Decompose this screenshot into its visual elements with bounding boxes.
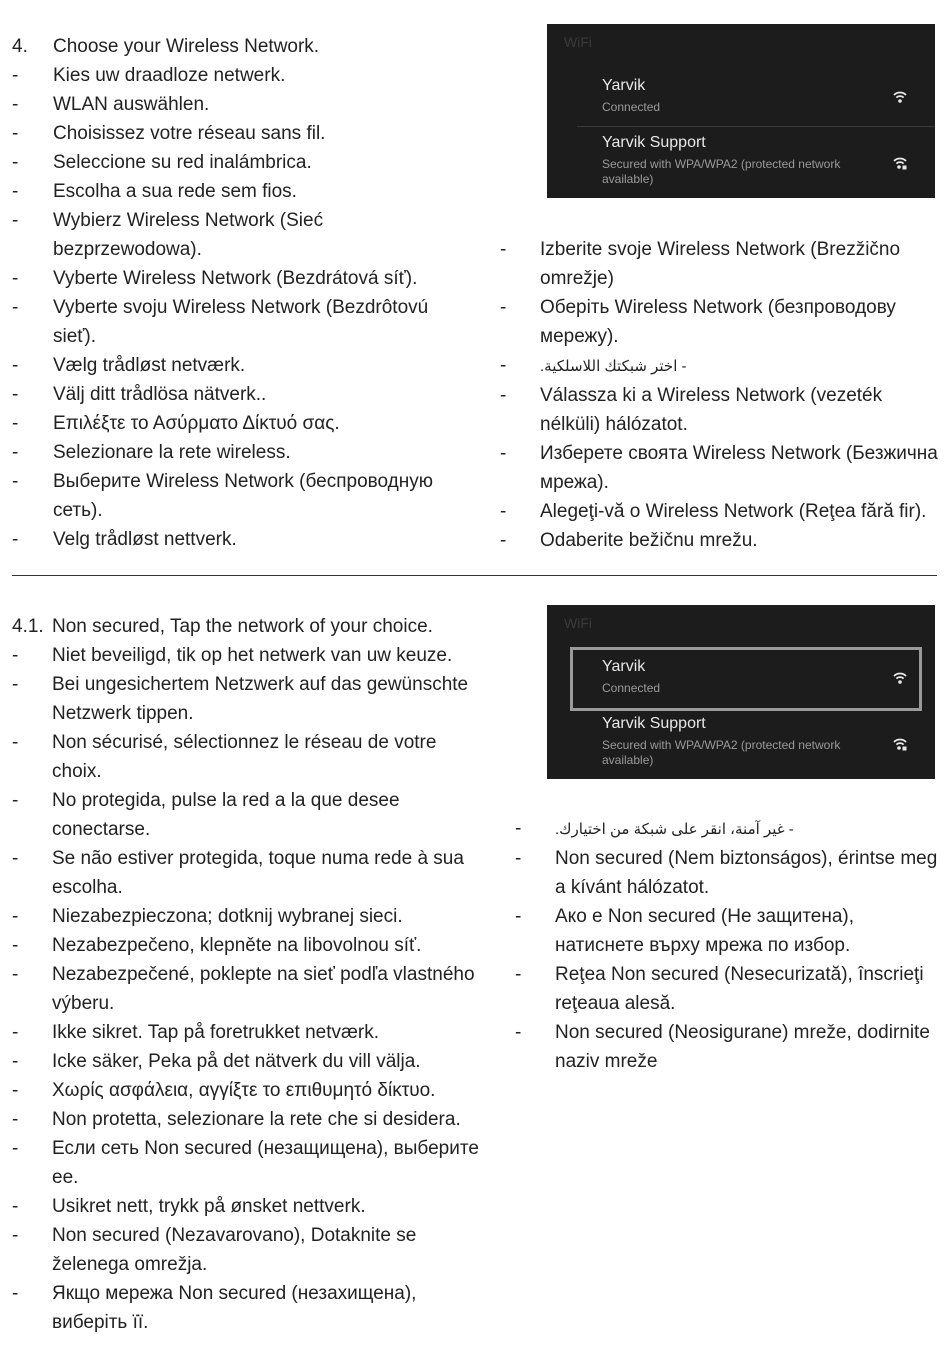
list-item <box>12 1221 482 1279</box>
item-text: Wybierz Wireless Network (Sieć bezprzewodowa). <box>53 210 324 260</box>
item-text: Non secured, Tap the network of your choice. <box>52 616 433 637</box>
list-item <box>12 148 472 177</box>
list-item <box>12 1134 482 1192</box>
list-item <box>12 438 472 467</box>
list-item <box>12 1018 482 1047</box>
item-text: Якщо мережа Non secured (незахищена), виберіть її. <box>52 1283 417 1333</box>
list-item <box>500 381 945 439</box>
item-text: Odaberite bežičnu mrežu. <box>540 530 758 551</box>
bullet-dash: - <box>12 645 19 666</box>
bullet-dash: - <box>12 674 19 695</box>
item-text: Ако е Non secured (Не защитена), натиснете върху мрежа по избор. <box>555 906 855 956</box>
item-text: Velg trådløst nettverk. <box>53 529 237 550</box>
network-name: Yarvik Support <box>602 134 706 151</box>
list-item <box>515 1018 940 1076</box>
bullet-dash: - <box>12 471 19 492</box>
bullet-dash: - <box>500 385 507 406</box>
item-text: Non secured (Neosigurane) mreže, dodirnite naziv mreže <box>555 1022 930 1072</box>
bullet-dash: - <box>12 181 19 202</box>
item-text-arabic: - اختر شبكتك اللاسلكية. <box>540 358 687 375</box>
item-text: Escolha a sua rede sem fios. <box>53 181 297 202</box>
list-item <box>12 90 472 119</box>
bullet-dash: - <box>515 818 522 839</box>
step-number: 4.1. <box>12 616 44 637</box>
bullet-dash: - <box>12 906 19 927</box>
step41-right-list <box>515 814 940 1076</box>
item-text: No protegida, pulse la red a la que desee conectarse. <box>52 790 400 840</box>
item-text: Icke säker, Peka på det nätverk du vill välja. <box>52 1051 421 1072</box>
list-item <box>515 960 940 1018</box>
wifi-screenshot-step4 <box>547 24 935 198</box>
item-text: Válassza ki a Wireless Network (vezeték nélküli) hálózatot. <box>540 385 883 435</box>
step4-right-list <box>500 235 945 555</box>
list-item <box>12 61 472 90</box>
network-status: Connected <box>602 100 661 114</box>
list-item <box>500 293 945 351</box>
item-text: Если сеть Non secured (незащищена), выберите ее. <box>52 1138 479 1188</box>
item-text: Izberite svoje Wireless Network (Brezžično omrežje) <box>540 239 901 289</box>
list-item <box>12 1105 482 1134</box>
list-item <box>12 525 472 554</box>
list-item <box>515 902 940 960</box>
item-text: Selezionare la rete wireless. <box>53 442 291 463</box>
wifi-signal-icon <box>893 671 907 685</box>
bullet-dash: - <box>500 355 507 376</box>
item-text: Se não estiver protegida, toque numa rede à sua escolha. <box>52 848 464 898</box>
list-item <box>12 931 482 960</box>
network-item-yarvik-support[interactable] <box>602 714 922 768</box>
list-item <box>12 177 472 206</box>
bullet-dash: - <box>12 1196 19 1217</box>
list-item <box>12 612 482 641</box>
bullet-dash: - <box>515 964 522 985</box>
item-text: Non secured (Nem biztonságos), érintse meg a kívánt hálózatot. <box>555 848 938 898</box>
bullet-dash: - <box>12 123 19 144</box>
bullet-dash: - <box>12 790 19 811</box>
item-text: Choisissez votre réseau sans fil. <box>53 123 326 144</box>
item-text: Kies uw draadloze netwerk. <box>53 65 286 86</box>
list-item <box>12 1192 482 1221</box>
list-item <box>500 439 945 497</box>
item-text: Выберите Wireless Network (беспроводную сеть). <box>53 471 433 521</box>
item-text: Επιλέξτε το Ασύρματο Δίκτυό σας. <box>53 413 340 434</box>
item-text: Non secured (Nezavarovano), Dotaknite se želenega omrežja. <box>52 1225 417 1275</box>
step41-left-list <box>12 612 482 1337</box>
list-item <box>12 32 472 61</box>
item-text: Alegeţi-vă o Wireless Network (Reţea fără fir). <box>540 501 927 522</box>
item-text: Nezabezpečeno, klepněte na libovolnou síť. <box>52 935 422 956</box>
item-text: Оберіть Wireless Network (безпроводову мережу). <box>540 297 896 347</box>
bullet-dash: - <box>12 355 19 376</box>
item-text: Vælg trådløst netværk. <box>53 355 246 376</box>
item-text: Vyberte svoju Wireless Network (Bezdrôtovú sieť). <box>53 297 429 347</box>
item-text: Niet beveiligd, tik op het netwerk van uw keuze. <box>52 645 453 666</box>
list-item <box>12 844 482 902</box>
wifi-screenshot-step41 <box>547 605 935 779</box>
wifi-title: WiFi <box>564 34 592 50</box>
bullet-dash: - <box>500 239 507 260</box>
list-item <box>12 1279 482 1337</box>
step-number: 4. <box>12 36 28 57</box>
list-item <box>12 670 482 728</box>
item-text: Χωρίς ασφάλεια, αγγίξτε το επιθυμητό δίκτυο. <box>52 1080 436 1101</box>
list-item <box>12 206 472 264</box>
item-text: WLAN auswählen. <box>53 94 210 115</box>
item-text: Non protetta, selezionare la rete che si desidera. <box>52 1109 461 1130</box>
bullet-dash: - <box>12 442 19 463</box>
item-text-arabic: - غير آمنة، انقر على شبكة من اختيارك. <box>555 821 794 838</box>
list-item <box>12 119 472 148</box>
list-item <box>12 786 482 844</box>
list-item <box>12 1047 482 1076</box>
item-text: Bei ungesichertem Netzwerk auf das gewünschte Netzwerk tippen. <box>52 674 469 724</box>
network-status: Connected <box>602 681 661 695</box>
item-text: Nezabezpečené, poklepte na sieť podľa vlastného výberu. <box>52 964 475 1014</box>
list-item <box>12 351 472 380</box>
item-text: Seleccione su red inalámbrica. <box>53 152 312 173</box>
network-item-yarvik[interactable] <box>602 76 922 115</box>
list-item <box>12 960 482 1018</box>
bullet-dash: - <box>12 848 19 869</box>
item-text: Reţea Non secured (Nesecurizată), înscrieţi reţeaua alesă. <box>555 964 924 1014</box>
list-item <box>12 1076 482 1105</box>
bullet-dash: - <box>12 935 19 956</box>
item-text: Vyberte Wireless Network (Bezdrátová síť). <box>53 268 418 289</box>
bullet-dash: - <box>12 94 19 115</box>
bullet-dash: - <box>12 1022 19 1043</box>
bullet-dash: - <box>12 1138 19 1159</box>
list-item <box>12 380 472 409</box>
network-item-yarvik-support[interactable] <box>602 133 922 187</box>
bullet-dash: - <box>12 210 19 231</box>
list-item <box>12 264 472 293</box>
list-item <box>515 814 940 844</box>
bullet-dash: - <box>500 297 507 318</box>
bullet-dash: - <box>12 1109 19 1130</box>
bullet-dash: - <box>12 384 19 405</box>
item-text: Ikke sikret. Tap på foretrukket netværk. <box>52 1022 380 1043</box>
bullet-dash: - <box>500 443 507 464</box>
item-text: Niezabezpieczona; dotknij wybranej sieci. <box>52 906 403 927</box>
list-item <box>500 235 945 293</box>
list-item <box>500 526 945 555</box>
network-name: Yarvik <box>602 77 646 94</box>
list-item <box>515 844 940 902</box>
list-item <box>12 641 482 670</box>
bullet-dash: - <box>12 268 19 289</box>
list-item <box>12 902 482 931</box>
bullet-dash: - <box>515 848 522 869</box>
bullet-dash: - <box>12 297 19 318</box>
bullet-dash: - <box>12 1283 19 1304</box>
network-name: Yarvik Support <box>602 715 706 732</box>
list-item <box>12 409 472 438</box>
item-text: Usikret nett, trykk på ønsket nettverk. <box>52 1196 366 1217</box>
bullet-dash: - <box>12 964 19 985</box>
network-item-yarvik[interactable] <box>602 657 922 696</box>
list-item <box>500 351 945 381</box>
item-text: Non sécurisé, sélectionnez le réseau de votre choix. <box>52 732 437 782</box>
bullet-dash: - <box>515 1022 522 1043</box>
item-text: Välj ditt trådlösa nätverk.. <box>53 384 267 405</box>
bullet-dash: - <box>12 1080 19 1101</box>
network-status: Secured with WPA/WPA2 (protected network available) <box>602 157 841 186</box>
item-text: Choose your Wireless Network. <box>53 36 320 57</box>
network-name: Yarvik <box>602 658 646 675</box>
step4-left-list <box>12 32 472 554</box>
bullet-dash: - <box>12 1051 19 1072</box>
bullet-dash: - <box>12 413 19 434</box>
bullet-dash: - <box>500 501 507 522</box>
item-text: Изберете своята Wireless Network (Безжична мрежа). <box>540 443 938 493</box>
bullet-dash: - <box>12 1225 19 1246</box>
bullet-dash: - <box>12 152 19 173</box>
list-item <box>12 467 472 525</box>
list-divider <box>577 126 935 127</box>
bullet-dash: - <box>12 732 19 753</box>
bullet-dash: - <box>500 530 507 551</box>
list-item <box>12 728 482 786</box>
network-status: Secured with WPA/WPA2 (protected network available) <box>602 738 841 767</box>
wifi-secured-icon <box>893 737 907 751</box>
list-item <box>12 293 472 351</box>
wifi-signal-icon <box>893 90 907 104</box>
bullet-dash: - <box>12 529 19 550</box>
wifi-title: WiFi <box>564 615 592 631</box>
section-divider <box>12 575 937 576</box>
bullet-dash: - <box>515 906 522 927</box>
wifi-secured-icon <box>893 156 907 170</box>
bullet-dash: - <box>12 65 19 86</box>
list-item <box>500 497 945 526</box>
